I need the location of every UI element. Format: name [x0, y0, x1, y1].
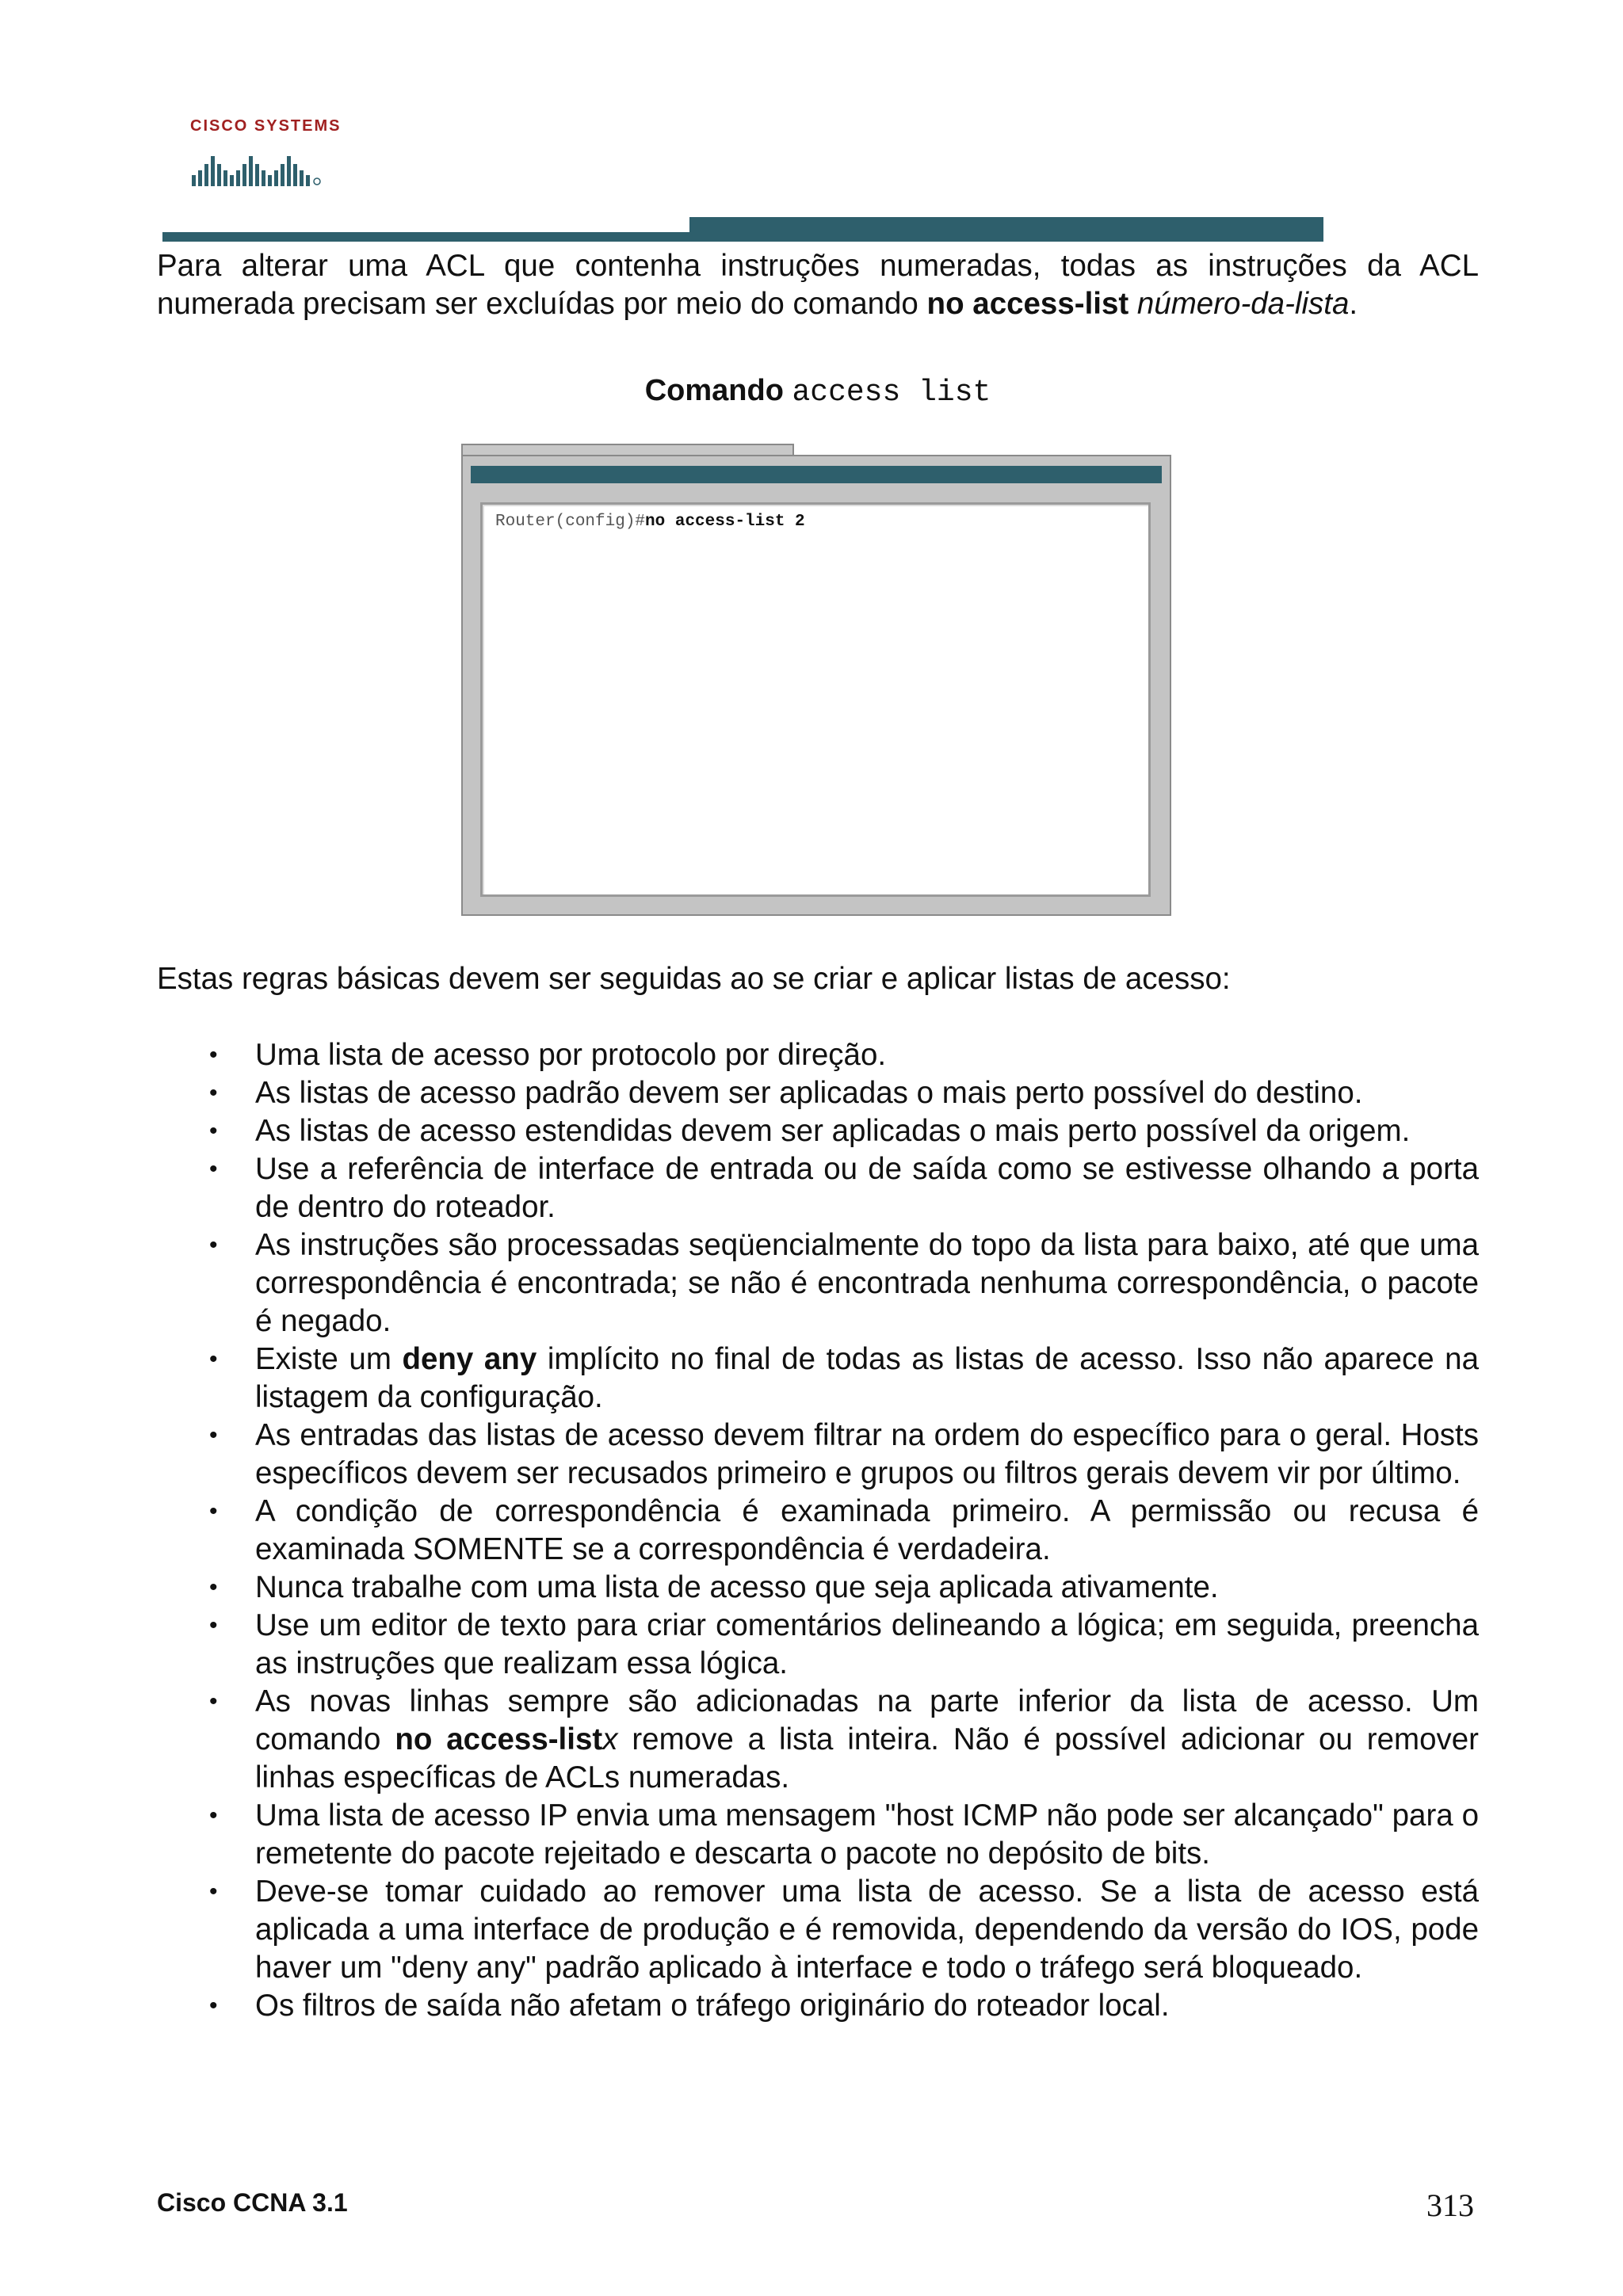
intro-text: Para alterar uma ACL que contenha instruções numeradas, todas as instruções da ACL numerada precisam ser excluídas por meio do comando [157, 249, 1479, 321]
terminal-screen [480, 502, 1151, 897]
footer-course: Cisco CCNA 3.1 [157, 2188, 348, 2217]
banner-title: PROGRAMA CISCO NETWORKING ACADEMY [727, 189, 1308, 217]
rule-text: Nunca trabalhe com uma lista de acesso que seja aplicada ativamente. [255, 1570, 1219, 1604]
logo-text: CISCO SYSTEMS [190, 117, 342, 135]
rule-text-cont: remove a lista inteira. Não é possível adicionar ou remover linhas específicas de ACLs numeradas. [255, 1722, 1479, 1794]
figure-caption [157, 374, 1479, 415]
page-number: 313 [1426, 2187, 1474, 2223]
intro-paragraph [157, 247, 1479, 323]
list-item [157, 1797, 1479, 1873]
bullet-icon: • [209, 1993, 218, 2019]
list-item [157, 1341, 1479, 1417]
rule-text: As instruções são processadas seqüencialmente do topo da lista para baixo, até que uma correspondência é encontrada; se não é encontrada nenhuma correspondência, o pacote é negado. [255, 1228, 1479, 1338]
rule-keyword-arg: x [602, 1722, 618, 1756]
bullet-icon: • [209, 1802, 218, 1829]
rule-text: A condição de correspondência é examinada primeiro. A permissão ou recusa é examinada SOMENTE se a correspondência é verdadeira. [255, 1494, 1479, 1566]
rule-text: As listas de acesso estendidas devem ser aplicadas o mais perto possível da origem. [255, 1114, 1411, 1148]
terminal-prompt: Router(config)# [495, 513, 646, 531]
bullet-icon: • [209, 1346, 218, 1372]
bullet-icon: • [209, 1574, 218, 1600]
list-item [157, 1074, 1479, 1112]
list-item [157, 1493, 1479, 1569]
intro-end: . [1349, 287, 1358, 321]
rule-text: Uma lista de acesso IP envia uma mensagem "host ICMP não pode ser alcançado" para o remetente do pacote rejeitado e descarta o pacote no depósito de bits. [255, 1798, 1479, 1871]
rule-text: As entradas das listas de acesso devem filtrar na ordem do específico para o geral. Hosts específicos devem ser recusados primeiro e grupos ou filtros gerais devem vir por último. [255, 1418, 1479, 1490]
rules-intro: Estas regras básicas devem ser seguidas ao se criar e aplicar listas de acesso: [157, 962, 1231, 996]
rule-text: Existe um [255, 1342, 403, 1376]
list-item [157, 1873, 1479, 1987]
cisco-logo [190, 117, 341, 188]
terminal-figure [461, 444, 1174, 919]
list-item [157, 1150, 1479, 1226]
list-item [157, 1112, 1479, 1150]
rule-text-cont: implícito no final de todas as listas de acesso. Isso não aparece na listagem da configuração. [255, 1342, 1480, 1414]
bullet-icon: • [209, 1878, 218, 1905]
caption-command: access list [792, 376, 991, 410]
rule-text: Deve-se tomar cuidado ao remover uma lista de acesso. Se a lista de acesso está aplicada a uma interface de produção e é removida, dependendo da versão do IOS, pode haver um "deny any" padrão aplicado à interface e todo o tráfego será bloqueado. [255, 1875, 1479, 1985]
terminal-line [495, 513, 805, 531]
bullet-icon: • [209, 1232, 218, 1258]
list-item [157, 1569, 1479, 1607]
rule-text: Use um editor de texto para criar comentários delineando a lógica; em seguida, preencha as instruções que realizam essa lógica. [255, 1608, 1479, 1680]
bullet-icon: • [209, 1156, 218, 1182]
bullet-icon: • [209, 1688, 218, 1714]
list-item [157, 1683, 1479, 1797]
bullet-icon: • [209, 1422, 218, 1448]
bullet-icon: • [209, 1080, 218, 1106]
terminal-command: no access-list 2 [645, 513, 805, 531]
rule-text: As listas de acesso padrão devem ser aplicadas o mais perto possível do destino. [255, 1076, 1363, 1110]
banner-underline [162, 232, 1323, 242]
terminal-title-bar [471, 466, 1162, 483]
main-content [157, 247, 1479, 415]
cisco-bridge-icon [190, 140, 325, 188]
rule-text: Uma lista de acesso por protocolo por direção. [255, 1038, 887, 1072]
list-item [157, 1987, 1479, 2025]
intro-command: no access-list [926, 287, 1129, 321]
bullet-icon: • [209, 1118, 218, 1144]
terminal-frame [461, 455, 1171, 916]
list-item [157, 1226, 1479, 1341]
rule-text: As novas linhas sempre são adicionadas na parte inferior da lista de acesso. Um comando [255, 1684, 1479, 1756]
bullet-icon: • [209, 1042, 218, 1068]
intro-command-arg: número-da-lista [1136, 287, 1350, 321]
rule-keyword: no access-list [395, 1722, 603, 1756]
rule-text: Use a referência de interface de entrada ou de saída como se estivesse olhando a porta de dentro do roteador. [255, 1152, 1479, 1224]
list-item [157, 1607, 1479, 1683]
bullet-icon: • [209, 1498, 218, 1524]
list-item [157, 1036, 1479, 1074]
rule-text: Os filtros de saída não afetam o tráfego originário do roteador local. [255, 1989, 1170, 2023]
intro-space [1128, 287, 1137, 321]
rule-keyword: deny any [402, 1342, 537, 1376]
rules-list [157, 1036, 1479, 2025]
bullet-icon: • [209, 1612, 218, 1638]
list-item [157, 1417, 1479, 1493]
caption-label: Comando [644, 374, 792, 407]
